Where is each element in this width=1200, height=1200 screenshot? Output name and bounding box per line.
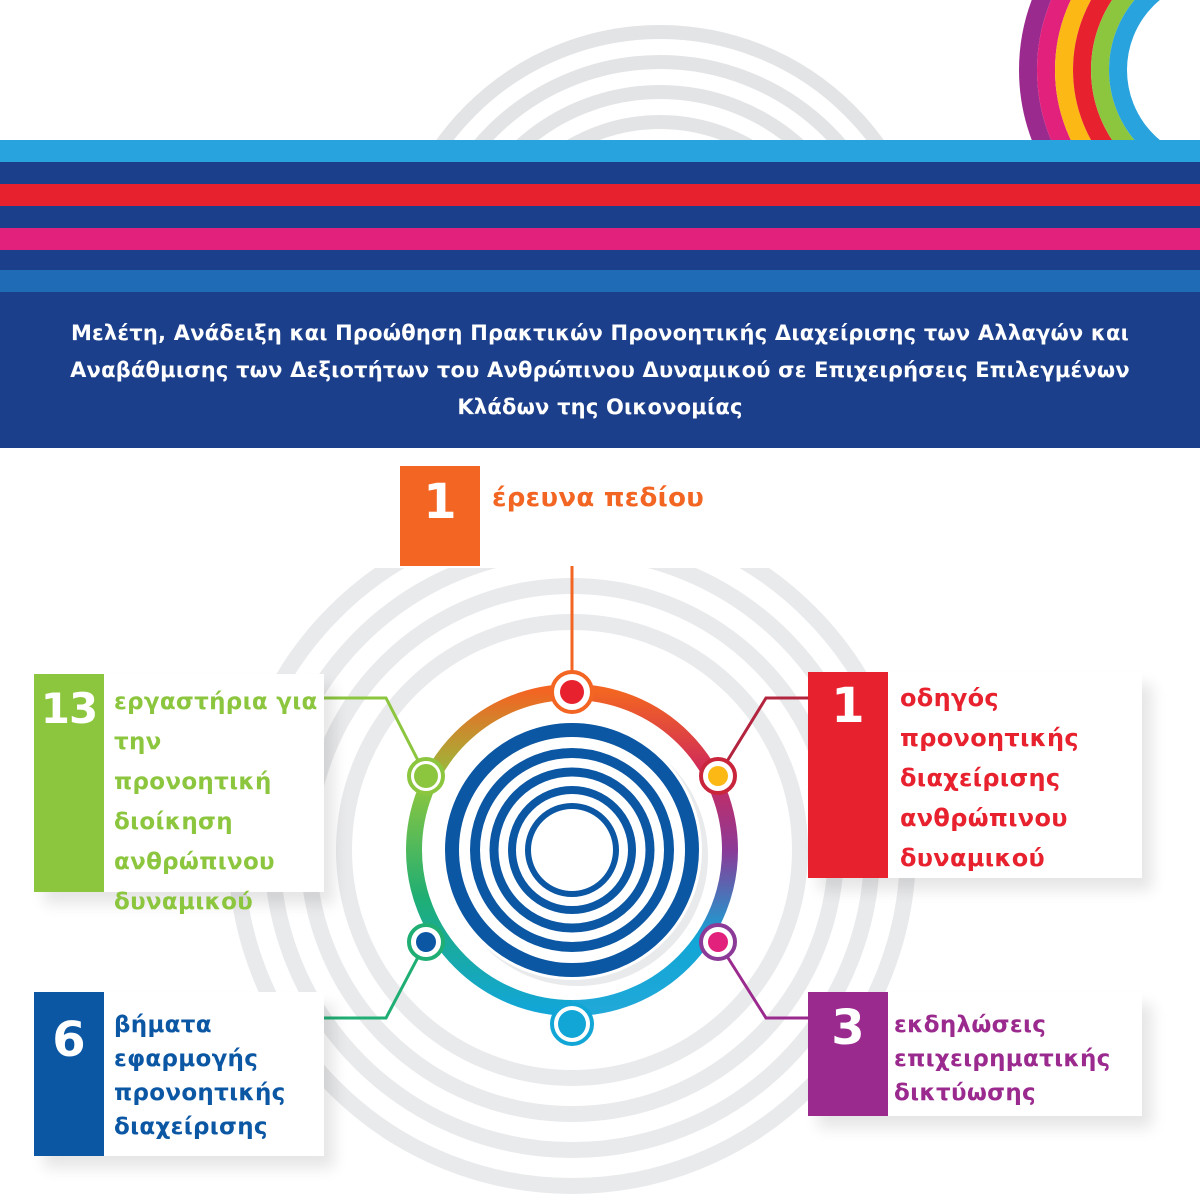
item-card-field-research — [400, 466, 740, 566]
item-card-steps — [34, 992, 324, 1156]
item-label: εκδηλώσεις επιχειρηματικής δικτύωσης — [894, 1012, 1111, 1106]
item-number: 3 — [808, 992, 888, 1116]
item-label: έρευνα πεδίου — [492, 483, 705, 513]
item-label: εργαστήρια για την προνοητική διοίκηση ανθρώπινου δυναμικού — [114, 689, 318, 915]
item-number: 1 — [808, 672, 888, 878]
item-card-workshops — [34, 674, 324, 915]
item-label: οδηγός προνοητικής διαχείρισης ανθρώπινου δυναμικού — [900, 684, 1079, 872]
title-banner — [0, 292, 1200, 448]
item-card-events — [808, 992, 1142, 1116]
item-number: 1 — [400, 466, 480, 566]
item-number: 6 — [34, 992, 104, 1156]
item-label: βήματα εφαρμογής προνοητικής διαχείρισης — [114, 1012, 286, 1140]
page-title: Μελέτη, Ανάδειξη και Προώθηση Πρακτικών Προνοητικής Διαχείρισης των Αλλαγών και Αναβάθμισης των Δεξιοτήτων του Ανθρώπινου Δυναμικού σε Επιχειρήσεις Επιλεγμένων Κλάδων της Οικονομίας — [70, 320, 1130, 419]
item-card-guide — [808, 672, 1142, 878]
header-stripes — [0, 140, 1200, 292]
item-number: 13 — [34, 674, 104, 892]
